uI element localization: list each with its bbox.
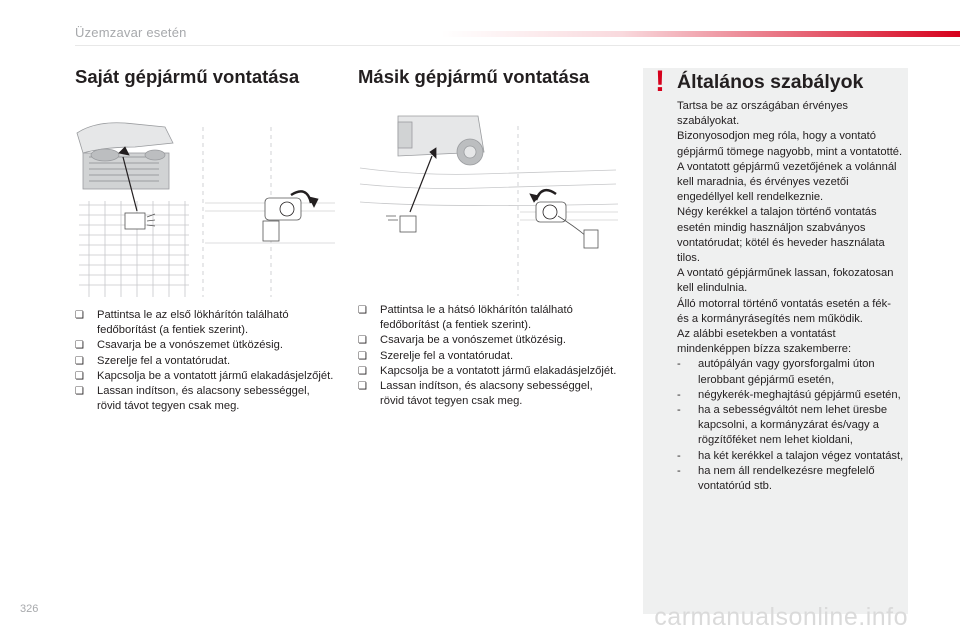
dash-bullet-icon: -: [677, 404, 681, 417]
list-item: ❏ Kapcsolja be a vontatott jármű elakadásjelzőjét.: [358, 364, 620, 379]
page-number: 326: [20, 603, 39, 615]
list-item: ❏ Szerelje fel a vontatórudat.: [358, 349, 620, 364]
special-cases-list: [677, 357, 905, 494]
list-item: - négykerék-meghajtású gépjármű esetén,: [677, 388, 905, 403]
other-vehicle-steps: [358, 303, 620, 409]
checkbox-bullet-icon: ❏: [358, 305, 367, 316]
rules-paragraph: Négy kerékkel a talajon történő vontatás esetén mindig használjon szabványos vontatórudat; kötél és heveder használata tilos.: [677, 206, 885, 265]
own-vehicle-steps: [75, 308, 337, 414]
rules-paragraph: Az alábbi esetekben a vontatást mindenképpen bízza szakemberre:: [677, 328, 852, 356]
dash-bullet-icon: -: [677, 358, 681, 371]
list-item: - ha a sebességváltót nem lehet üresbe kapcsolni, a kormányzárat és/vagy a rögzítőféket nem lehet kioldani,: [677, 404, 888, 447]
checkbox-bullet-icon: ❏: [75, 355, 84, 367]
rules-paragraph: A vontatott gépjármű vezetőjének a volánnál kell maradnia, és érvényes vezetői engedéllyel kell rendelkeznie.: [677, 160, 897, 204]
header-accent-bar: [440, 31, 960, 37]
general-rules-title: Általános szabályok: [677, 71, 864, 93]
list-item: ❏ Pattintsa le a hátsó lökhárítón található fedőborítást (a fentiek szerint).: [358, 304, 573, 332]
rules-paragraph: A vontató gépjárműnek lassan, fokozatosan kell elindulnia.: [677, 267, 894, 295]
list-item: - ha két kerékkel a talajon végez vontatást,: [677, 449, 905, 464]
checkbox-bullet-icon: ❏: [358, 350, 367, 362]
header-divider: [75, 45, 960, 46]
other-vehicle-title: Másik gépjármű vontatása: [358, 66, 590, 87]
list-item: ❏ Pattintsa le az első lökhárítón található fedőborítást (a fentiek szerint).: [75, 309, 289, 337]
list-item: - autópályán vagy gyorsforgalmi úton lerobbant gépjármű esetén,: [677, 358, 875, 386]
list-item: ❏ Csavarja be a vonószemet ütközésig.: [358, 333, 620, 348]
checkbox-bullet-icon: ❏: [358, 365, 367, 377]
rules-paragraph: Álló motorral történő vontatás esetén a fék- és a kormányrásegítés nem működik.: [677, 297, 891, 325]
checkbox-bullet-icon: ❏: [75, 340, 84, 352]
chapter-title: Üzemzavar esetén: [75, 25, 187, 40]
checkbox-bullet-icon: ❏: [358, 381, 367, 393]
rules-paragraph: Tartsa be az országában érvényes szabályokat.: [677, 100, 849, 128]
checkbox-bullet-icon: ❏: [75, 310, 84, 321]
rear-tow-eye-illustration: [358, 112, 620, 298]
general-rules-body: [677, 99, 905, 494]
front-tow-eye-illustration: [75, 113, 337, 297]
list-item: ❏ Szerelje fel a vontatórudat.: [75, 354, 337, 369]
own-vehicle-title: Saját gépjármű vontatása: [75, 66, 300, 87]
list-item: - ha nem áll rendelkezésre megfelelő vontatórúd stb.: [677, 464, 875, 493]
dash-bullet-icon: -: [677, 388, 681, 401]
list-item: ❏ Lassan indítson, és alacsony sebességgel, rövid távot tegyen csak meg.: [75, 385, 310, 413]
list-item: ❏ Kapcsolja be a vontatott jármű elakadásjelzőjét.: [75, 369, 337, 384]
dash-bullet-icon: -: [677, 449, 681, 462]
watermark: carmanualsonline.info: [654, 603, 908, 631]
list-item: ❏ Csavarja be a vonószemet ütközésig.: [75, 338, 337, 353]
rules-paragraph: Bizonyosodjon meg róla, hogy a vontató gépjármű tömege nagyobb, mint a vontatotté.: [677, 130, 903, 158]
dash-bullet-icon: -: [677, 464, 681, 477]
list-item: ❏ Lassan indítson, és alacsony sebességgel, rövid távot tegyen csak meg.: [358, 380, 593, 408]
checkbox-bullet-icon: ❏: [75, 370, 84, 382]
checkbox-bullet-icon: ❏: [75, 386, 84, 398]
checkbox-bullet-icon: ❏: [358, 335, 367, 347]
warning-icon: !: [655, 65, 665, 98]
